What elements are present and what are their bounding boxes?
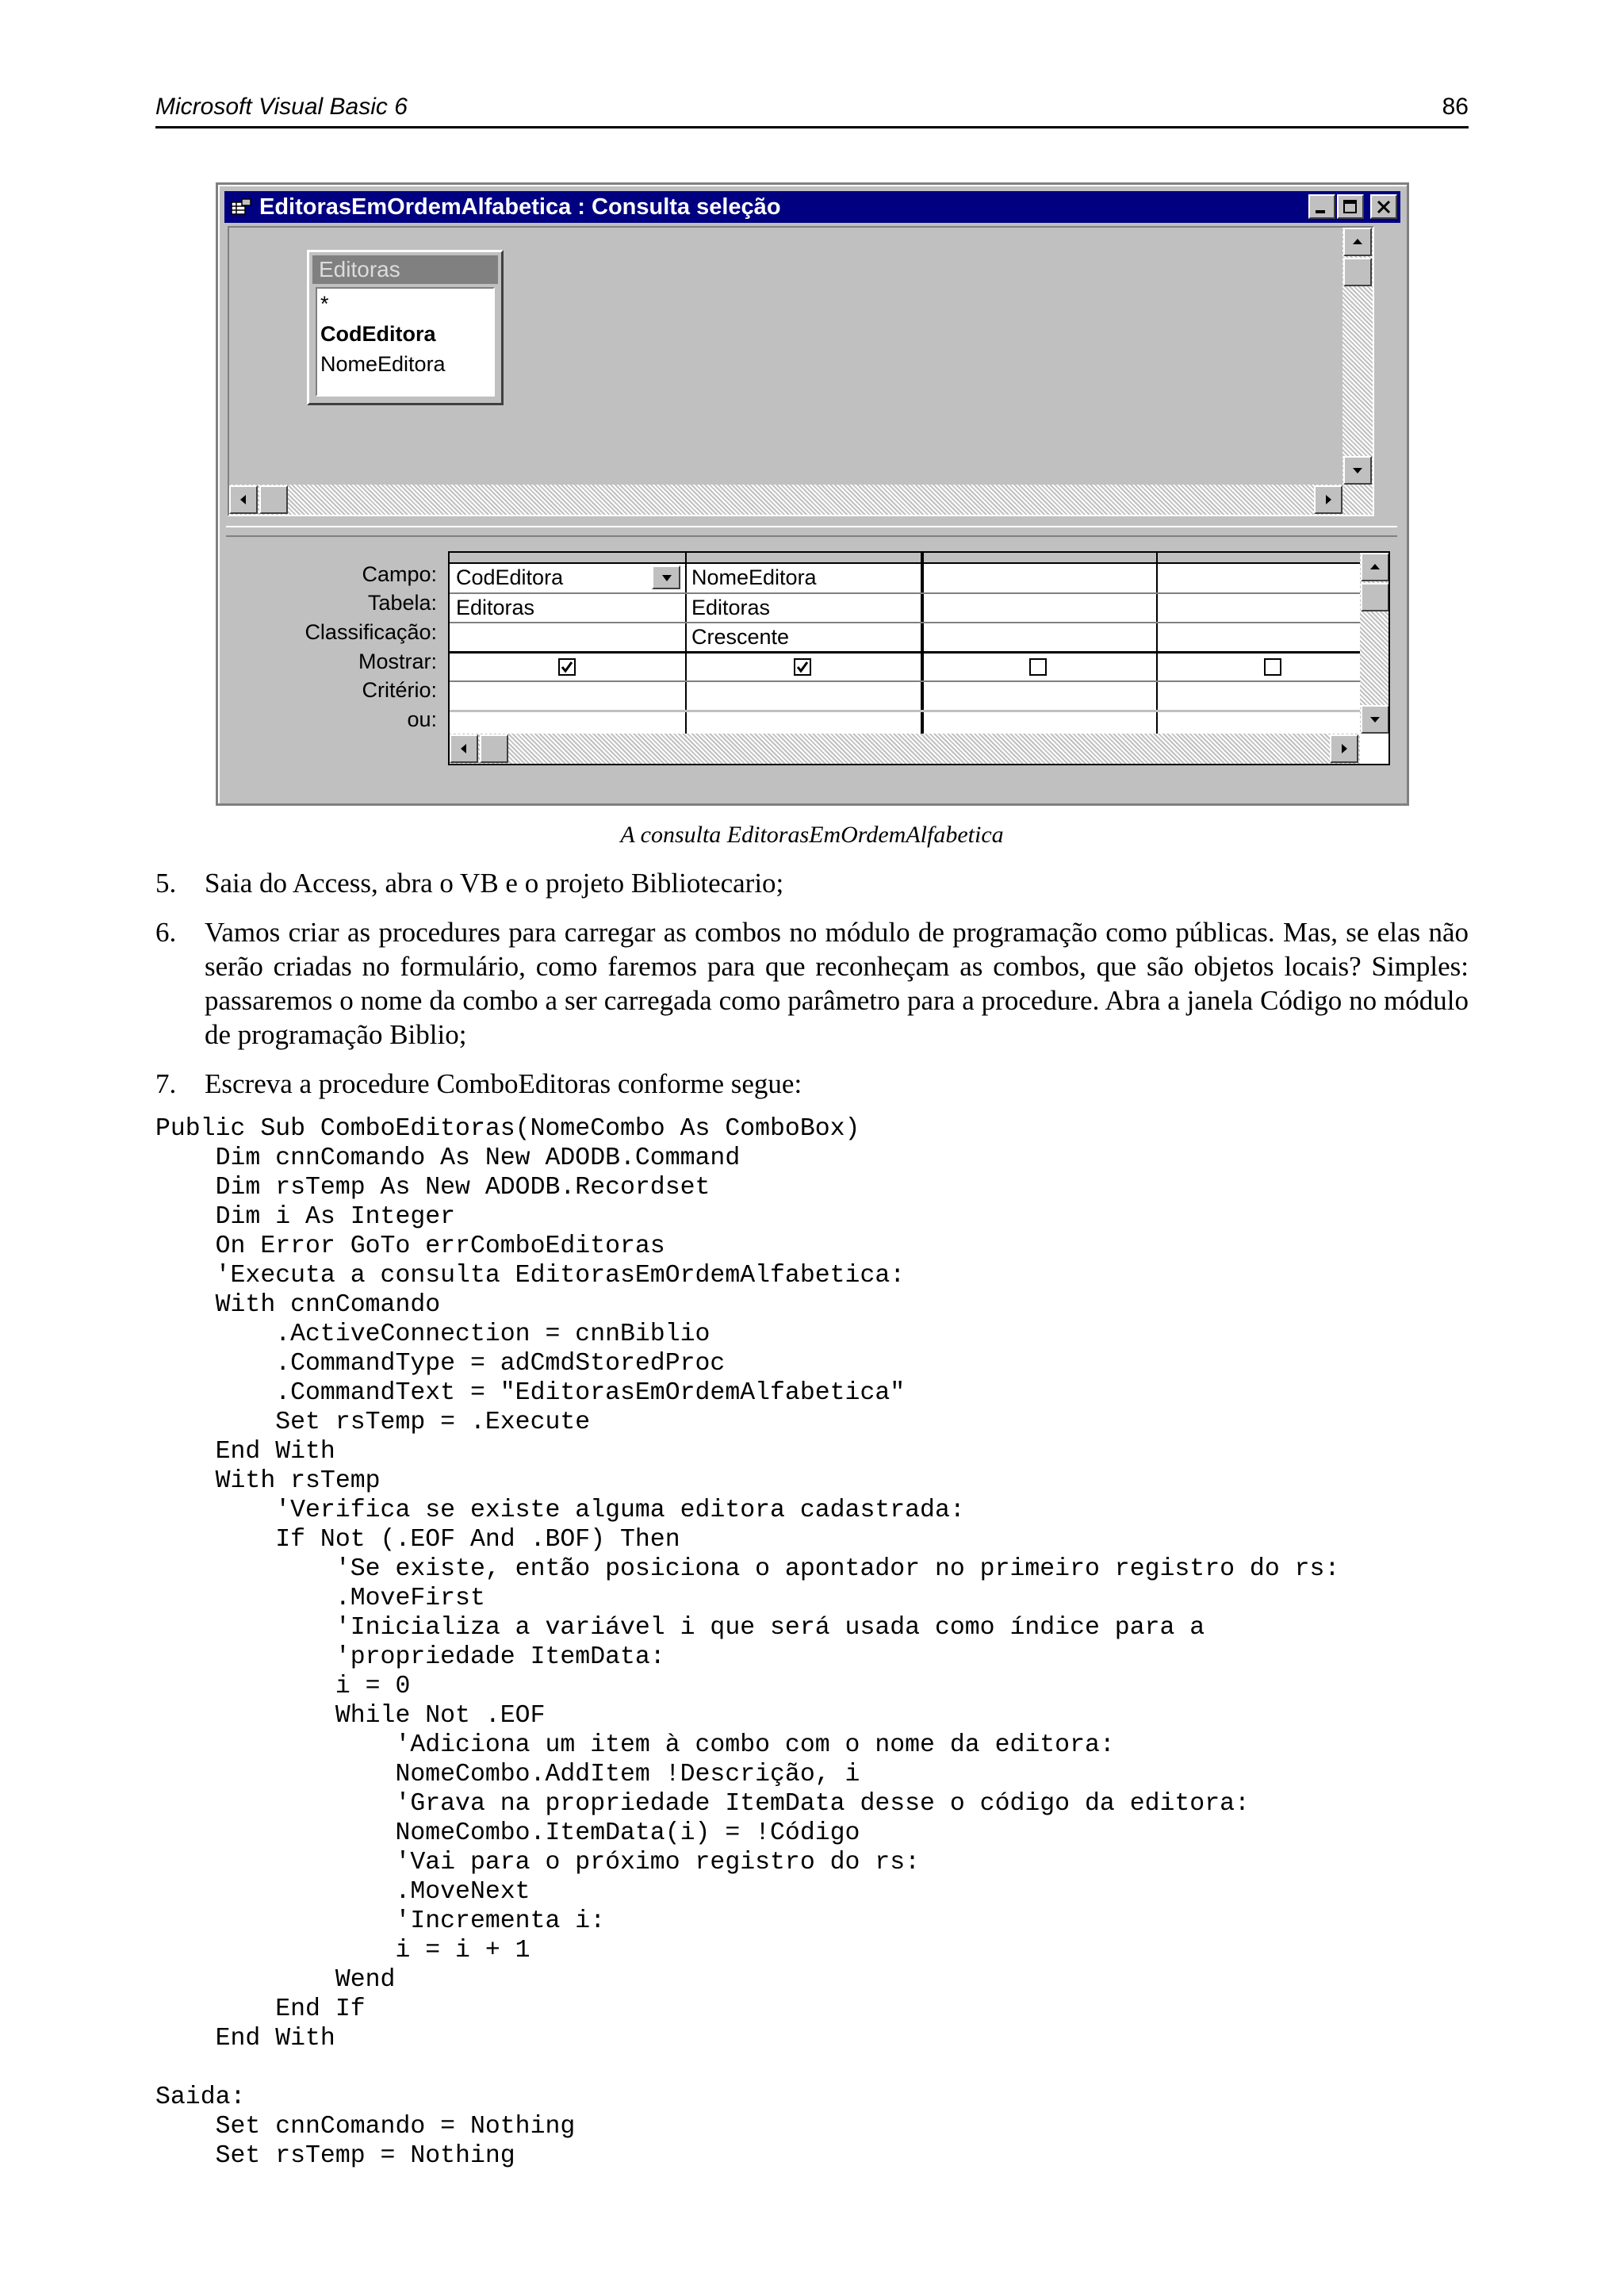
pane-splitter[interactable] [226,526,1397,537]
column-divider [921,553,924,734]
table-pane-vertical-scrollbar[interactable] [1342,228,1373,485]
window-title: EditorasEmOrdemAlfabetica : Consulta seleção [259,194,781,220]
grid-vertical-scrollbar[interactable] [1360,553,1390,734]
grid-scroll-down-button[interactable] [1361,705,1389,734]
code-listing: Public Sub ComboEditoras(NomeCombo As ComboBox) Dim cnnComando As New ADODB.Command Dim rsTemp As New ADODB.Recordset Dim i As Integer On Error GoTo errComboEditoras 'Executa a consulta EditorasEmOrdemAlfabetica: With cnnComando .ActiveConnection = cnnBiblio .CommandType = adCmdStoredProc .CommandText = "EditorasEmOrdemAlfabetica" Set rsTemp = .Execute End With With rsTemp 'Verifica se existe alguma editora cadastrada: If Not (.EOF And .BOF) Then 'Se existe, então posiciona o apontador no primeiro registro do rs: .MoveFirst 'Inicializa a variável i que será usada como índice para a 'propriedade ItemData: i = 0 While Not .EOF 'Adiciona um item à combo com o nome da editora: NomeCombo.AddItem !Descrição, i 'Grava na propriedade ItemData desse o código da editora: NomeCombo.ItemData(i) = !Código 'Vai para o próximo registro do rs: .MoveNext 'Incrementa i: i = i + 1 Wend End If End With Saida: Set cnnComando = Nothing Set rsTemp = Nothing [155,1115,1340,2170]
row-divider [450,622,1360,623]
scroll-down-button[interactable] [1343,456,1372,485]
row-divider [450,710,1360,712]
table-field-list [316,287,495,397]
tabela-cell-2[interactable]: Editoras [691,596,771,619]
classificacao-cell-2[interactable]: Crescente [691,625,790,649]
column-divider [685,553,687,734]
label-tabela: Tabela: [367,591,437,615]
close-icon [1376,199,1392,215]
label-criterio: Critério: [362,678,437,702]
mostrar-checkbox-2[interactable] [794,658,811,676]
field-codeditora[interactable]: CodEditora [320,322,436,346]
arrow-right-icon [1339,743,1350,754]
vertical-scroll-thumb[interactable] [1343,258,1372,286]
checkmark-icon [561,661,573,673]
mostrar-checkbox-3[interactable] [1029,658,1047,676]
grid-scroll-right-button[interactable] [1330,734,1358,763]
figure-caption: A consulta EditorasEmOrdemAlfabetica [620,822,1004,848]
campo-cell-2[interactable]: NomeEditora [691,565,817,589]
step-text: Escreva a procedure ComboEditoras conforme segue: [205,1068,802,1099]
label-mostrar: Mostrar: [358,650,437,673]
query-icon [231,198,251,216]
query-design-window [216,182,1409,806]
minimize-icon [1314,199,1330,215]
maximize-icon [1342,199,1358,215]
scroll-up-button[interactable] [1343,228,1372,256]
field-all[interactable]: * [320,292,329,316]
table-pane-horizontal-scrollbar[interactable] [229,485,1373,515]
arrow-up-icon [1352,236,1363,247]
editoras-table-box[interactable] [307,250,504,405]
mostrar-checkbox-4[interactable] [1264,658,1281,676]
window-titlebar [224,191,1400,223]
label-ou: ou: [407,707,437,731]
header-rule [155,126,1469,128]
chevron-down-icon [661,574,672,582]
grid-horizontal-scrollbar[interactable] [450,734,1360,764]
arrow-up-icon [1369,562,1381,573]
arrow-left-icon [238,494,249,505]
step-number: 6. [155,917,177,948]
mostrar-checkbox-1[interactable] [558,658,576,676]
row-divider [450,680,1360,682]
table-box-title: Editoras [312,255,498,284]
arrow-right-icon [1323,494,1334,505]
scroll-right-button[interactable] [1314,485,1342,514]
column-selector-bar[interactable] [450,553,1360,564]
page-number: 86 [1442,94,1469,120]
running-header-title: Microsoft Visual Basic 6 [155,94,408,120]
label-classificacao: Classificação: [304,620,437,644]
close-button[interactable] [1370,194,1397,219]
row-divider [450,592,1360,594]
arrow-left-icon [458,743,469,754]
design-grid-row-labels [234,562,437,753]
grid-scroll-left-button[interactable] [450,734,478,763]
step-text: Vamos criar as procedures para carregar as combos no módulo de programação como públicas. Mas, se elas não serão criadas no formulário, como faremos para que reconheçam as combos, que são objetos locais? Simples: passaremos o nome da combo a ser carregada como parâmetro para a procedure. Abra a janela Código no módulo de programação Biblio; [205,917,1469,1050]
scroll-left-button[interactable] [229,485,258,514]
campo-cell-1[interactable]: CodEditora [456,565,564,589]
checkmark-icon [796,661,809,673]
step-number: 7. [155,1068,177,1099]
arrow-down-icon [1352,465,1363,476]
field-nomeeditora[interactable]: NomeEditora [320,352,446,376]
label-campo: Campo: [362,562,437,586]
maximize-button[interactable] [1337,194,1364,219]
grid-vertical-scroll-thumb[interactable] [1361,583,1389,611]
grid-scroll-up-button[interactable] [1361,553,1389,581]
tabela-cell-1[interactable]: Editoras [456,596,535,619]
row-divider [450,651,1360,654]
column-divider [1156,553,1158,734]
query-design-grid [448,551,1390,765]
grid-horizontal-scroll-thumb[interactable] [480,734,508,763]
step-text: Saia do Access, abra o VB e o projeto Bibliotecario; [205,868,784,899]
step-number: 5. [155,868,177,899]
campo-dropdown-button[interactable] [652,565,680,589]
arrow-down-icon [1369,714,1381,725]
minimize-button[interactable] [1308,194,1335,219]
horizontal-scroll-thumb[interactable] [259,485,288,514]
